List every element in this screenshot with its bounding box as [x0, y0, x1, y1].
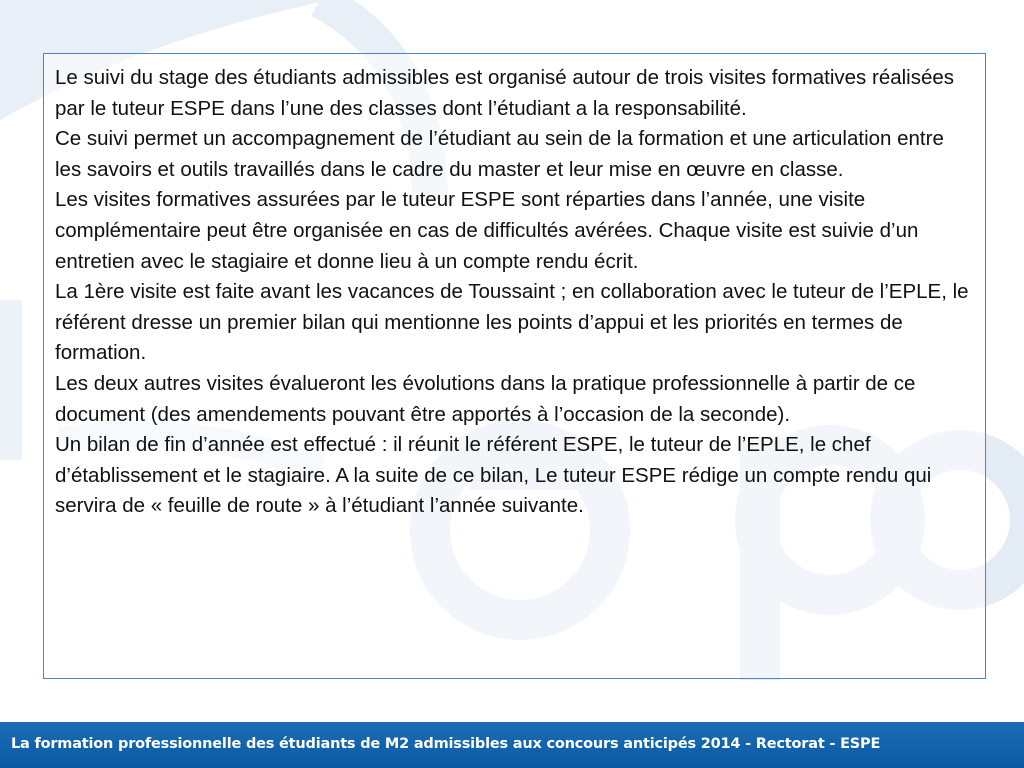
content-text-box [43, 53, 986, 679]
paragraph-bilan-fin-annee: Un bilan de fin d’année est effectué : il réunit le référent ESPE, le tuteur de l’EPLE, le chef d’établissement et le stagiaire. A la suite de ce bilan, Le tuteur ESPE rédige un compte rendu qui servira de « feuille de route » à l’étudiant l’année suivante. [55, 433, 932, 518]
footer-caption: La formation professionnelle des étudiants de M2 admissibles aux concours anticipés 2014 - Rectorat - ESPE [11, 736, 881, 752]
paragraph-premiere-visite: La 1ère visite est faite avant les vacances de Toussaint ; en collaboration avec le tuteur de l’EPLE, le référent dresse un premier bilan qui mentionne les points d’appui et les priorités en termes de formation. [55, 280, 969, 365]
footer-bar [0, 722, 1024, 768]
paragraph-visites-formatives: Les visites formatives assurées par le tuteur ESPE sont réparties dans l’année, une visite complémentaire peut être organisée en cas de difficultés avérées. Chaque visite est suivie d’un entretien avec le stagiaire et donne lieu à un compte rendu écrit. [55, 188, 919, 273]
paragraph-autres-visites: Les deux autres visites évalueront les évolutions dans la pratique professionnelle à partir de ce document (des amendements pouvant être apportés à l’occasion de la seconde). [55, 371, 916, 426]
paragraph-accompagnement: Ce suivi permet un accompagnement de l’étudiant au sein de la formation et une articulation entre les savoirs et outils travaillés dans le cadre du master et leur mise en œuvre en classe. [55, 127, 944, 181]
paragraph-suivi-stage: Le suivi du stage des étudiants admissibles est organisé autour de trois visites formatives réalisées par le tuteur ESPE dans l’une des classes dont l’étudiant a la responsabilité. [55, 66, 955, 120]
